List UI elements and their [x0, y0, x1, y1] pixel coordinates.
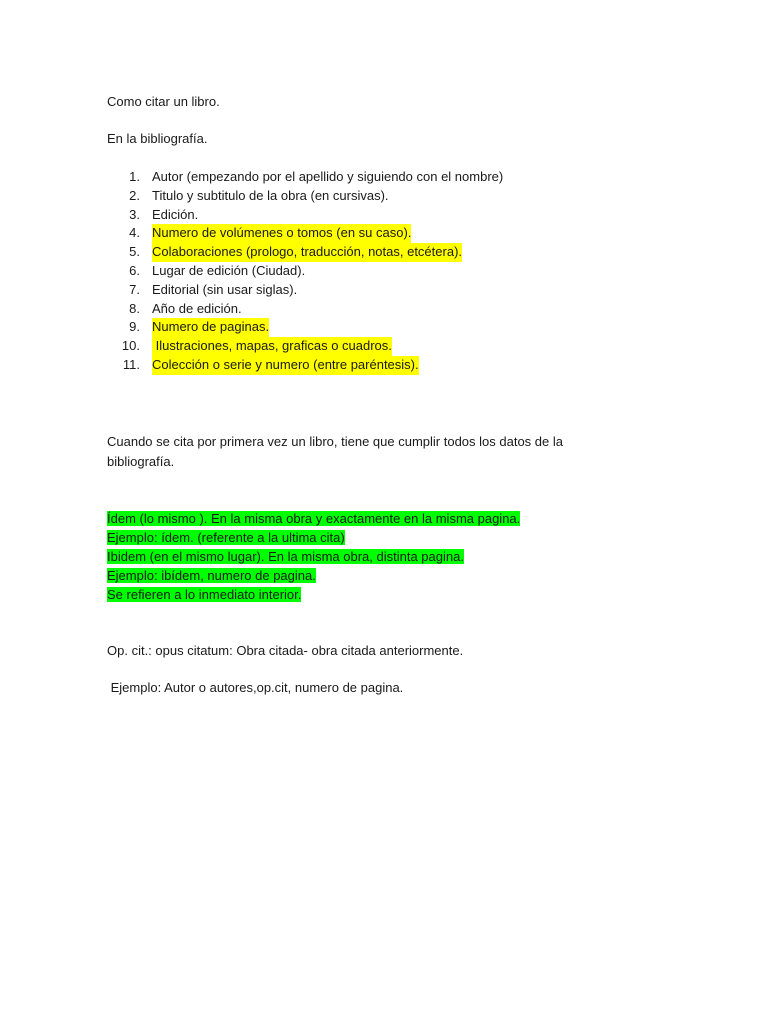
highlighted-text: Numero de volúmenes o tomos (en su caso).: [152, 224, 411, 243]
highlighted-text: Ilustraciones, mapas, graficas o cuadros.: [152, 337, 392, 356]
highlighted-text: Ejemplo: ídem. (referente a la ultima cita): [107, 530, 345, 545]
highlighted-text: Se refieren a lo inmediato interior.: [107, 587, 302, 602]
bibliography-heading: En la bibliografía.: [107, 131, 208, 146]
opcit-definition: Op. cit.: opus citatum: Obra citada- obra citada anteriormente.: [107, 643, 464, 658]
opcit-example: Ejemplo: Autor o autores,op.cit, numero de pagina.: [107, 680, 404, 695]
highlighted-text: Colección o serie y numero (entre paréntesis).: [152, 356, 419, 375]
document-page: Como citar un libro. En la bibliografía. 1. Autor (empezando por el apellido y siguiendo con el nombre) 2. Titulo y subtitulo de la obra (en cursivas). 3. Edición. 4. Numero de volúmenes o tomos (en su caso). 5. Colaboraciones (prologo, traducción, notas, etcétera). 6. Lugar de edición (Ciudad). 7. Editorial (sin usar siglas). 8. Año de edición. 9. Numero de paginas. 10. Ilustraciones, mapas, graficas o cuadros. 11. Colección o serie y numero (entre paréntesis). Cuando se cita por primera vez un libro, tiene que cumplir todos los datos de la bibliografía. Ídem (lo mismo ). En la misma obra y exactamente en la misma pagina. Ejemplo: ídem. (referente a la ultima cita) Ibidem (en el mismo lugar). En la misma obra, distinta pagina. Ejemplo: ibídem, numero de pagina. Se refieren a lo inmediato interior. Op. cit.: opus citatum: Obra citada- obra citada anteriormente. Ejemplo: Autor o autores,op.cit, numero de pagina.: [0, 0, 768, 1024]
highlighted-text: Ibidem (en el mismo lugar). En la misma obra, distinta pagina.: [107, 549, 464, 564]
highlighted-text: Numero de paginas.: [152, 318, 269, 337]
highlighted-text: Colaboraciones (prologo, traducción, notas, etcétera).: [152, 243, 462, 262]
latin-abbreviations-block: [107, 509, 520, 604]
first-citation-paragraph: Cuando se cita por primera vez un libro, tiene que cumplir todos los datos de la bibliografía.: [107, 434, 563, 469]
document-title: Como citar un libro.: [107, 94, 220, 109]
highlighted-text: Ídem (lo mismo ). En la misma obra y exactamente en la misma pagina.: [107, 511, 521, 526]
highlighted-text: Ejemplo: ibídem, numero de pagina.: [107, 568, 316, 583]
